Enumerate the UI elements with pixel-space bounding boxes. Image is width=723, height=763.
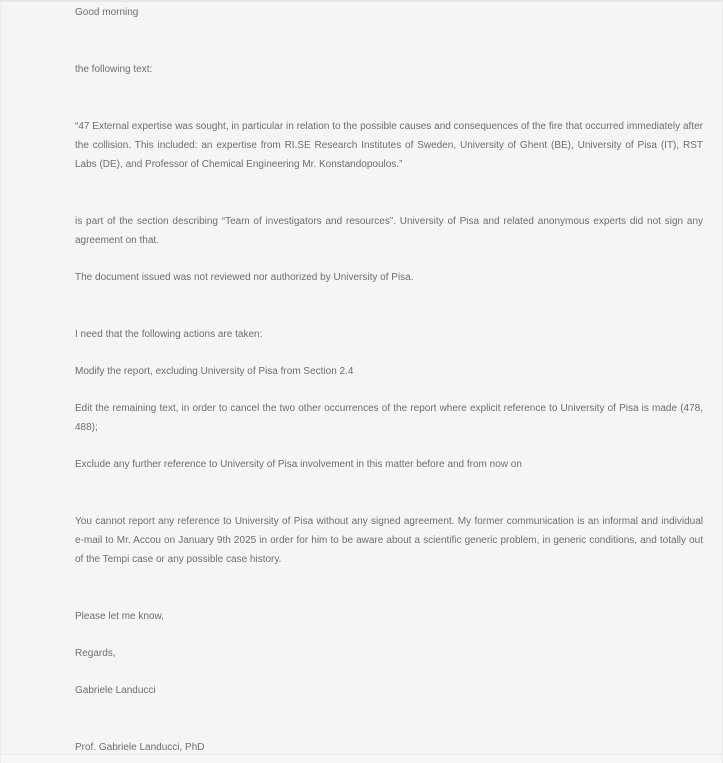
bottom-strip [1, 755, 722, 763]
not-authorized-statement: The document issued was not reviewed nor authorized by University of Pisa. [75, 272, 414, 283]
action-modify-report: Modify the report, excluding University of Pisa from Section 2.4 [75, 366, 354, 377]
action-exclude-reference: Exclude any further reference to University of Pisa involvement in this matter before and from now on [75, 459, 522, 470]
closing-request: Please let me know, [75, 611, 164, 622]
actions-intro: I need that the following actions are taken: [75, 329, 263, 340]
signature-title: Prof. Gabriele Landucci, PhD [75, 742, 205, 753]
email-greeting: Good morning [75, 7, 139, 18]
email-body [1, 2, 723, 757]
email-intro-line: the following text: [75, 64, 153, 75]
quoted-report-excerpt: “47 External expertise was sought, in particular in relation to the possible causes and consequences of the fire that occurred immediately after the collision. This included: an expertise from RI.SE Research Institutes of Sweden, University of Ghent (BE), University of Pisa (IT), RST Labs (DE), and Professor of Chemical Engineering Mr. Konstandopoulos.” [75, 121, 703, 170]
signature-name: Gabriele Landucci [75, 685, 156, 696]
section-context-paragraph: is part of the section describing “Team of investigators and resources”. University of Pisa and related anonymous experts did not sign any agreement on that. [75, 216, 703, 246]
agreement-warning-paragraph: You cannot report any reference to University of Pisa without any signed agreement. My former communication is an informal and individual e-mail to Mr. Accou on January 9th 2025 in order for him to be aware about a scientific generic problem, in generic conditions, and totally out of the Tempi case or any possible case history. [75, 516, 703, 565]
closing-regards: Regards, [75, 648, 116, 659]
action-edit-text: Edit the remaining text, in order to cancel the two other occurrences of the report where explicit reference to University of Pisa is made (478, 488); [75, 403, 703, 433]
